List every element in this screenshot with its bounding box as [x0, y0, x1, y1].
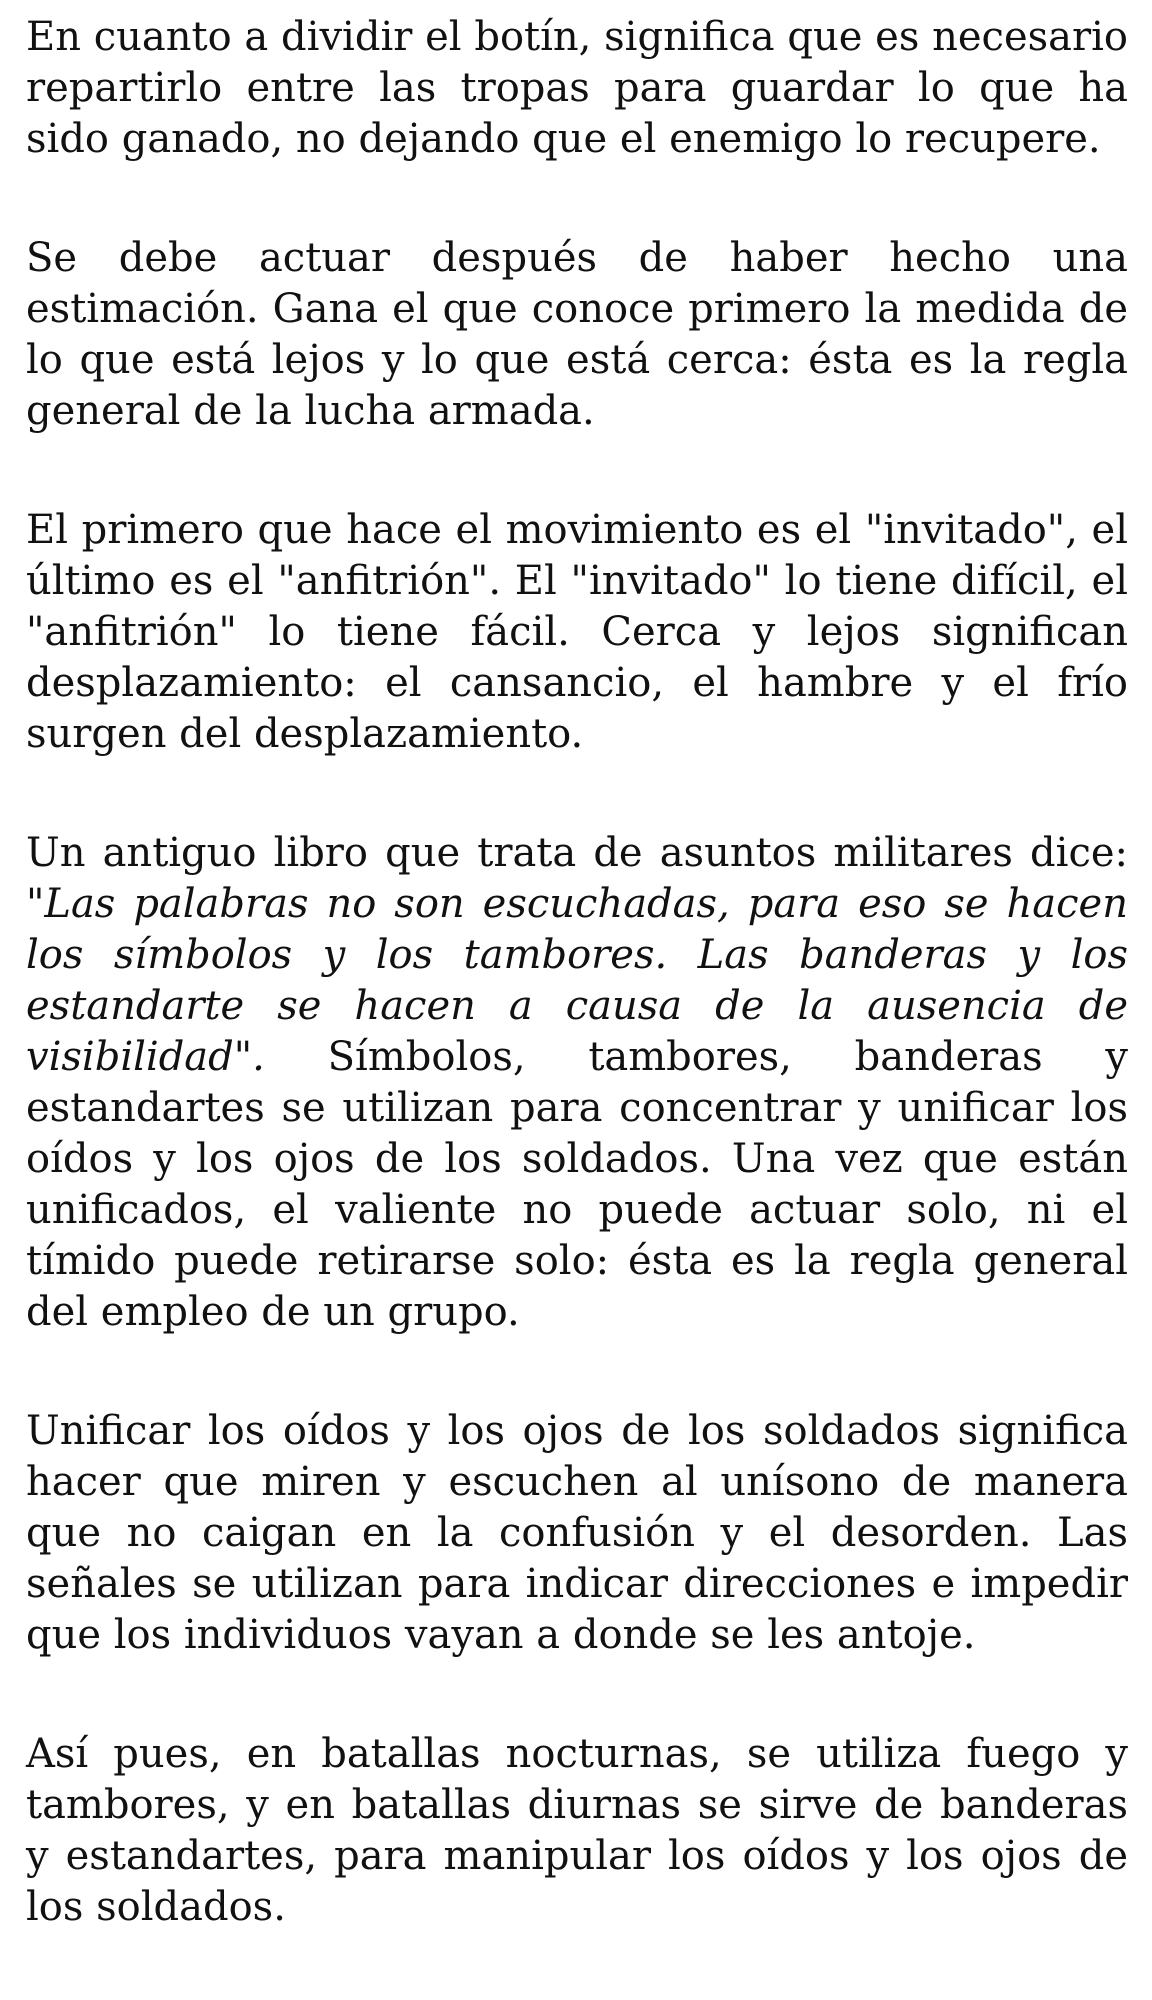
- paragraph-estimation: Se debe actuar después de haber hecho una estimación. Gana el que conoce primero la medida de lo que está lejos y lo que está cerca: ésta es la regla general de la lucha armada.: [26, 235, 1128, 434]
- paragraph-dividing-spoils: En cuanto a dividir el botín, significa que es necesario repartirlo entre las tropas para guardar lo que ha sido ganado, no dejando que el enemigo lo recupere.: [26, 14, 1128, 162]
- paragraph-ancient-book: [26, 828, 1128, 1338]
- paragraph-intro-text: Un antiguo libro que trata de asuntos militares dice:: [26, 830, 1128, 876]
- quoted-text: "Las palabras no son escuchadas, para eso se hacen los símbolos y los tambores. Las banderas y los estandarte se hacen a causa de la ausencia de visibilidad".: [26, 881, 1128, 1080]
- document-page: [26, 12, 1128, 1933]
- paragraph-rest-text: Símbolos, tambores, banderas y estandartes se utilizan para concentrar y unificar los oídos y los ojos de los soldados. Una vez que están unificados, el valiente no puede actuar solo, ni el tímido puede retirarse solo: ésta es la regla general del empleo de un grupo.: [26, 1034, 1128, 1335]
- paragraph-night-day-battles: Así pues, en batallas nocturnas, se utiliza fuego y tambores, y en batallas diurnas se sirve de banderas y estandartes, para manipular los oídos y los ojos de los soldados.: [26, 1731, 1128, 1930]
- paragraph-guest-host: El primero que hace el movimiento es el "invitado", el último es el "anfitrión". El "invitado" lo tiene difícil, el "anfitrión" lo tiene fácil. Cerca y lejos significan desplazamiento: el cansancio, el hambre y el frío surgen del desplazamiento.: [26, 507, 1128, 757]
- paragraph-unify-senses: Unificar los oídos y los ojos de los soldados significa hacer que miren y escuchen al unísono de manera que no caigan en la confusión y el desorden. Las señales se utilizan para indicar direcciones e impedir que los individuos vayan a donde se les antoje.: [26, 1408, 1128, 1658]
